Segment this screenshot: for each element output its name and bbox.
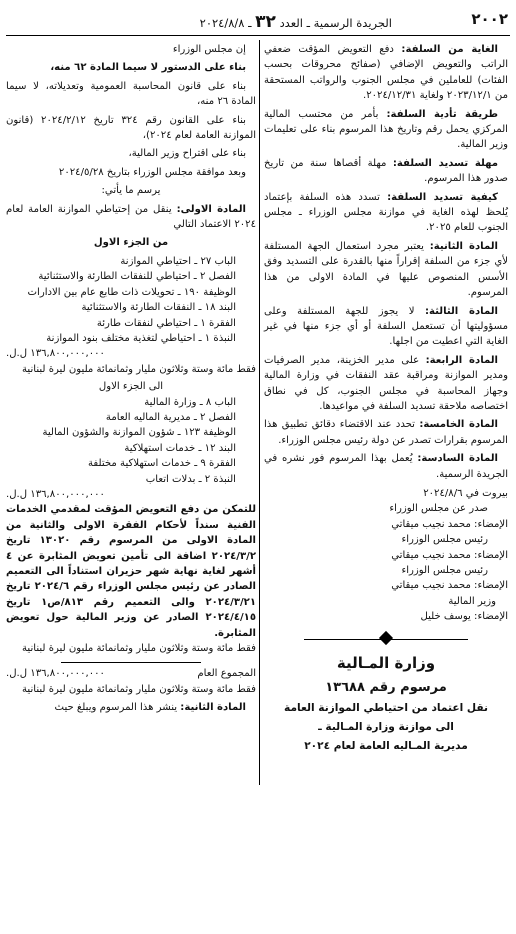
right-column [264,42,508,756]
preamble-line: إن مجلس الوزراء [172,44,246,55]
decree-title-line: مديرية المـاليه العامة لعام ٢٠٢٤ [304,739,468,752]
signature-line: الإمضاء: محمد نجيب ميقاتي [391,580,508,592]
article-3-label: المادة الثالثة: [425,305,498,317]
budget-line: النبذة ٢ ـ بدلات اتعاب [145,473,236,485]
page-number: ٢٠٠٢ [471,10,508,28]
advance-repayment-label: كيفية تسديد السلفة: [387,191,499,203]
budget-line: البند ١٢ ـ خدمات استهلاكية [124,442,236,454]
decree-title-line: نقل اعتماد من احتياطي الموازنة العامة [284,701,488,714]
article-5 [264,417,508,448]
article-5-text: تحدد عند الاقتضاء دقائق تطبيق هذا المرسوم بقرارات تصدر عن دولة رئيس مجلس الوزراء. [264,419,508,446]
article-4-text: على مدير الخزينة، مدير الصرفيات ومدير الموازنة ومراقبة عقد النفقات في وزارة المالية وجهاز المحاسبة في مجلس الجنوب، كل في نطاق اختصاصه ملاحقة تسديد السلفة في مواعيدها. [264,354,508,412]
decree-title-line: الى موازنة وزارة المـالية ـ [318,720,454,733]
gazette-issue-date: ـ ٢٠٢٤/٨/٨ [199,16,252,30]
article-2-label: المادة الثانية: [429,240,498,252]
ornament-diamond [379,631,393,645]
total-rule [61,662,201,663]
article-6 [264,451,508,482]
article-1 [6,202,256,233]
signature-line: الإمضاء: محمد نجيب ميقاتي [391,549,508,561]
article-6-label: المادة السادسة: [417,453,498,465]
left-column [6,42,256,719]
page-header [6,4,510,34]
budget-line: النبذة ١ ـ احتياطي لتغذية مختلف بنود الموازنة [46,332,236,344]
amount: ١٣٦,٨٠٠,٠٠٠,٠٠٠ ل.ل. [6,348,105,360]
ministry-heading: وزارة المـالية [336,653,436,672]
budget-line: الباب ٨ ـ وزارة المالية [144,396,236,408]
article-2-publication [6,700,256,715]
decree-formula: يرسم ما يأتي: [101,185,161,197]
article-4 [264,353,508,415]
decree-number: مرسوم رقم ١٣٦٨٨ [325,679,447,695]
article-1-label: المادة الاولى: [176,203,247,215]
column-divider [259,40,260,785]
section-ornament [264,631,508,649]
advance-method-text: بأمر من محتسب المالية المركزي يحمل رقم وتاريخ هذا المرسوم بناء على تعليمات وزير المالية. [264,108,508,151]
article-2-text: يعتبر مجرد استعمال الجهة المستلفة لأي جزء من السلفة إقراراً منها بالقدرة على التسديد وفق الأسس المنصوص عليها في المادة الاولى من هذا المرسوم. [264,240,508,299]
preamble-line: بناء على قانون المحاسبة العمومية وتعديلاته، لا سيما المادة ٢٦ منه، [6,80,256,108]
article-2 [264,239,508,301]
preamble-line: بناء على القانون رقم ٣٢٤ تاريخ ٢٠٢٤/٢/١٢ (قانون الموازنة العامة لعام ٢٠٢٤)، [6,114,256,142]
article-3-text: لا يجوز للجهة المستلفة وعلى مسؤوليتها أن تستعمل السلفة أو أي جزء منها في غير الغاية التي اعطيت من اجلها. [264,305,508,348]
to-part-heading: الى الجزء الاول [98,381,164,393]
advance-method [264,107,508,153]
article-2-publication-text: ينشر هذا المرسوم ويبلغ حيث [54,702,178,714]
amount: ١٣٦,٨٠٠,٠٠٠,٠٠٠ ل.ل. [6,488,105,500]
advance-purpose-text: دفع التعويض المؤقت ضعفي الراتب والتعويض الإضافي (صفائح محروقات بحسب الفئات) للعاملين في مجلس الجنوب والرواتب المستحقة من ٢٠٢٣/١٢/١ ولغاية ٢٠٢٤/١٢/٣١. [264,44,508,102]
article-5-label: المادة الخامسة: [419,419,498,431]
budget-line: الفصل ٢ ـ احتياطي للنفقات الطارئة والاستثنائية [38,271,236,283]
signature-title: رئيس مجلس الوزراء [401,565,488,576]
article-1-text: ينقل من إحتياطي الموازنة العامة لعام ٢٠٢٤ الاعتماد التالي [6,203,256,231]
signature-line: الإمضاء: محمد نجيب ميقاتي [391,518,508,530]
issue-place-date: بيروت في ٢٠٢٤/٨/٦ [423,487,508,499]
budget-line: الوظيفة ١٩٠ ـ تحويلات ذات طابع عام بين الادارات [27,286,236,298]
amount-in-words: فقط مائة وستة وثلاثون مليار وثمانمائة مليون ليرة لبنانية [21,643,256,655]
advance-repayment [264,190,508,236]
amount-in-words: فقط مائة وستة وثلاثون مليار وثمانمائة مليون ليرة لبنانية [21,683,256,695]
signature-title: رئيس مجلس الوزراء [401,534,488,546]
signature-title: وزير المالية [448,595,496,607]
grand-total-label: المجموع العام [197,668,256,680]
grand-total [6,666,256,681]
signature-line: الإمضاء: يوسف خليل [420,611,508,623]
preamble-line: وبعد موافقة مجلس الوزراء بتاريخ ٢٠٢٤/٥/٢٨ [58,166,246,178]
budget-line: الفصل ٢ ـ مديرية الماليه العامة [105,411,236,423]
advance-method-label: طريقة تأدية السلفة: [386,108,498,120]
preamble-line: بناء على اقتراح وزير المالية، [128,148,246,160]
header-rule [6,35,510,36]
budget-line: الفقرة ١ ـ احتياطي لنفقات طارئة [96,317,236,329]
budget-line: الوظيفة ١٢٣ ـ شؤون الموازنة والشؤون المالية [42,427,236,439]
transfer-purpose: للتمكن من دفع التعويض المؤقت لمقدمي الخدمات الفنية سنداً لأحكام الفقرة الاولى والثانية من المادة الاولى من المرسوم رقم ١٣٠٢٠ تاريخ ٢٠٢٤/٣/٢ اضافة الى تأمين تعويض المثابرة عن ٤ أشهر لغاية نهاية شهر حزيران استناداً الى التعميم الصادر عن رئيس مجلس الوزراء رقم ٢٠٢٤/٦ تاريخ ٢٠٢٤/٣/٢١ والى التعميم رقم ٨١٣/ص١ تاريخ ٢٠٢٤/٤/١٥ الصادر عن وزير المالية حول تعويض المثابرة. [6,504,256,639]
article-3 [264,304,508,350]
advance-term-text: مهلة أقصاها سنة من تاريخ صدور هذا المرسوم. [264,157,508,185]
article-4-label: المادة الرابعة: [425,354,498,366]
advance-purpose-label: الغاية من السلفة: [401,44,499,55]
signature-issuer: صدر عن مجلس الوزراء [389,503,488,515]
gazette-title [200,12,392,32]
grand-total-amount: ١٣٦,٨٠٠,٠٠٠,٠٠٠ ل.ل. [6,668,105,680]
advance-repayment-text: تسدد هذه السلفة بإعتماد يُلحظ لهذه الغاية في موازنة مجلس الوزراء ـ مجلس الجنوب للعام ٢٠٢٥. [264,191,508,234]
advance-term [264,156,508,187]
preamble-line: بناء على الدستور لا سيما المادة ٦٢ منه، [50,62,246,74]
issue-number: ٣٢ [255,12,276,32]
advance-term-label: مهلة تسديد السلفة: [392,157,498,169]
advance-purpose [264,42,508,104]
from-part-heading: من الجزء الاول [93,237,169,249]
budget-line: الفقرة ٩ ـ خدمات استهلاكية مختلفة [88,458,236,470]
budget-line: البند ١٨ ـ النفقات الطارئة والاستثنائية [81,302,236,314]
article-6-text: يُعمل بهذا المرسوم فور نشره في الجريدة الرسمية. [264,453,508,480]
amount-in-words: فقط مائة وستة وثلاثون مليار وثمانمائة مليون ليرة لبنانية [21,363,256,375]
gazette-title-prefix: الجريدة الرسمية ـ العدد [279,16,392,30]
article-2-publication-label: المادة الثانية: [180,702,246,714]
budget-line: الباب ٢٧ ـ احتياطي الموازنة [120,255,236,267]
